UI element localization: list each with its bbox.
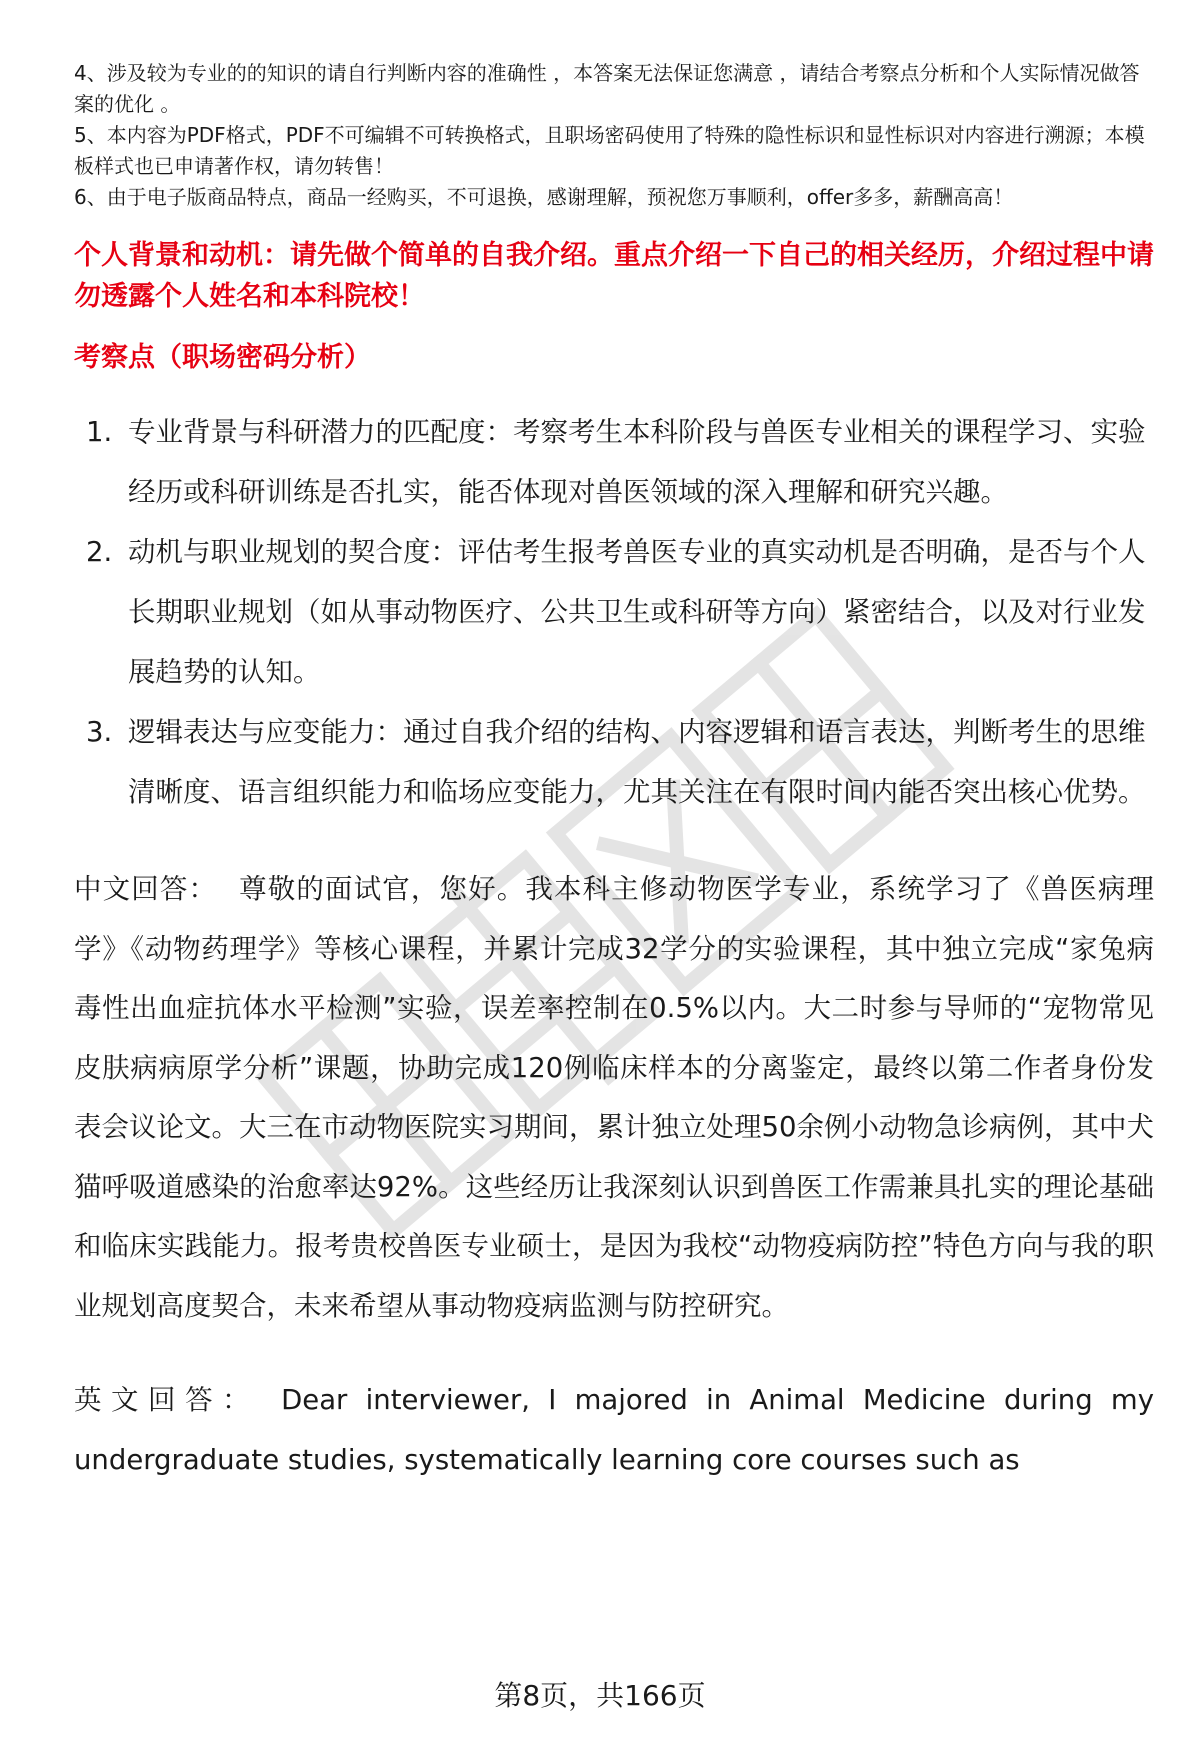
point-number: 1. (86, 416, 113, 448)
point-text: 逻辑表达与应变能力：通过自我介绍的结构、内容逻辑和语言表达，判断考生的思维清晰度、语言组织能力和临场应变能力，尤其关注在有限时间内能否突出核心优势。 (128, 716, 1146, 808)
assessment-points-list (74, 402, 1154, 822)
question-heading: 个人背景和动机：请先做个简单的自我介绍。重点介绍一下自己的相关经历，介绍过程中请勿透露个人姓名和本科院校！ (74, 240, 1154, 312)
point-text: 专业背景与科研潜力的匹配度：考察考生本科阶段与兽医专业相关的课程学习、实验经历或科研训练是否扎实，能否体现对兽医领域的深入理解和研究兴趣。 (128, 416, 1146, 508)
chinese-answer (74, 860, 1154, 1336)
assessment-heading: 考察点（职场密码分析） (74, 342, 371, 373)
assessment-point (74, 522, 1154, 702)
assessment-point (74, 402, 1154, 522)
point-text: 动机与职业规划的契合度：评估考生报考兽医专业的真实动机是否明确，是否与个人长期职业规划（如从事动物医疗、公共卫生或科研等方向）紧密结合，以及对行业发展趋势的认知。 (128, 536, 1146, 688)
notice-item: 4、涉及较为专业的的知识的请自行判断内容的准确性 ，本答案无法保证您满意 ，请结合考察点分析和个人实际情况做答案的优化 。 (74, 61, 1140, 116)
english-answer-text: Dear interviewer, I majored in Animal Medicine during my undergraduate studies, systematically learning core courses such as (74, 1384, 1154, 1476)
chinese-answer-label: 中文回答： (74, 873, 218, 905)
page-number-footer: 第8页，共166页 (494, 1679, 706, 1712)
notice-item: 6、由于电子版商品特点，商品一经购买，不可退换，感谢理解，预祝您万事顺利，offer多多，薪酬高高！ (74, 185, 1014, 209)
point-number: 3. (86, 716, 113, 748)
chinese-answer-text: 尊敬的面试官，您好。我本科主修动物医学专业，系统学习了《兽医病理学》《动物药理学》等核心课程，并累计完成32学分的实验课程，其中独立完成“家兔病毒性出血症抗体水平检测”实验，误差率控制在0.5%以内。大二时参与导师的“宠物常见皮肤病病原学分析”课题，协助完成120例临床样本的分离鉴定，最终以第二作者身份发表会议论文。大三在市动物医院实习期间，累计独立处理50余例小动物急诊病例，其中犬猫呼吸道感染的治愈率达92%。这些经历让我深刻认识到兽医工作需兼具扎实的理论基础和临床实践能力。报考贵校兽医专业硕士，是因为我校“动物疫病防控”特色方向与我的职业规划高度契合，未来希望从事动物疫病监测与防控研究。 (74, 873, 1154, 1322)
english-answer (74, 1371, 1154, 1490)
point-number: 2. (86, 536, 113, 568)
assessment-point (74, 702, 1154, 822)
page-content (74, 58, 1154, 1490)
notice-list (74, 58, 1154, 213)
english-answer-label: 英文回答： (74, 1384, 260, 1416)
notice-item: 5、本内容为PDF格式，PDF不可编辑不可转换格式，且职场密码使用了特殊的隐性标识和显性标识对内容进行溯源；本模板样式也已申请著作权，请勿转售！ (74, 123, 1145, 178)
